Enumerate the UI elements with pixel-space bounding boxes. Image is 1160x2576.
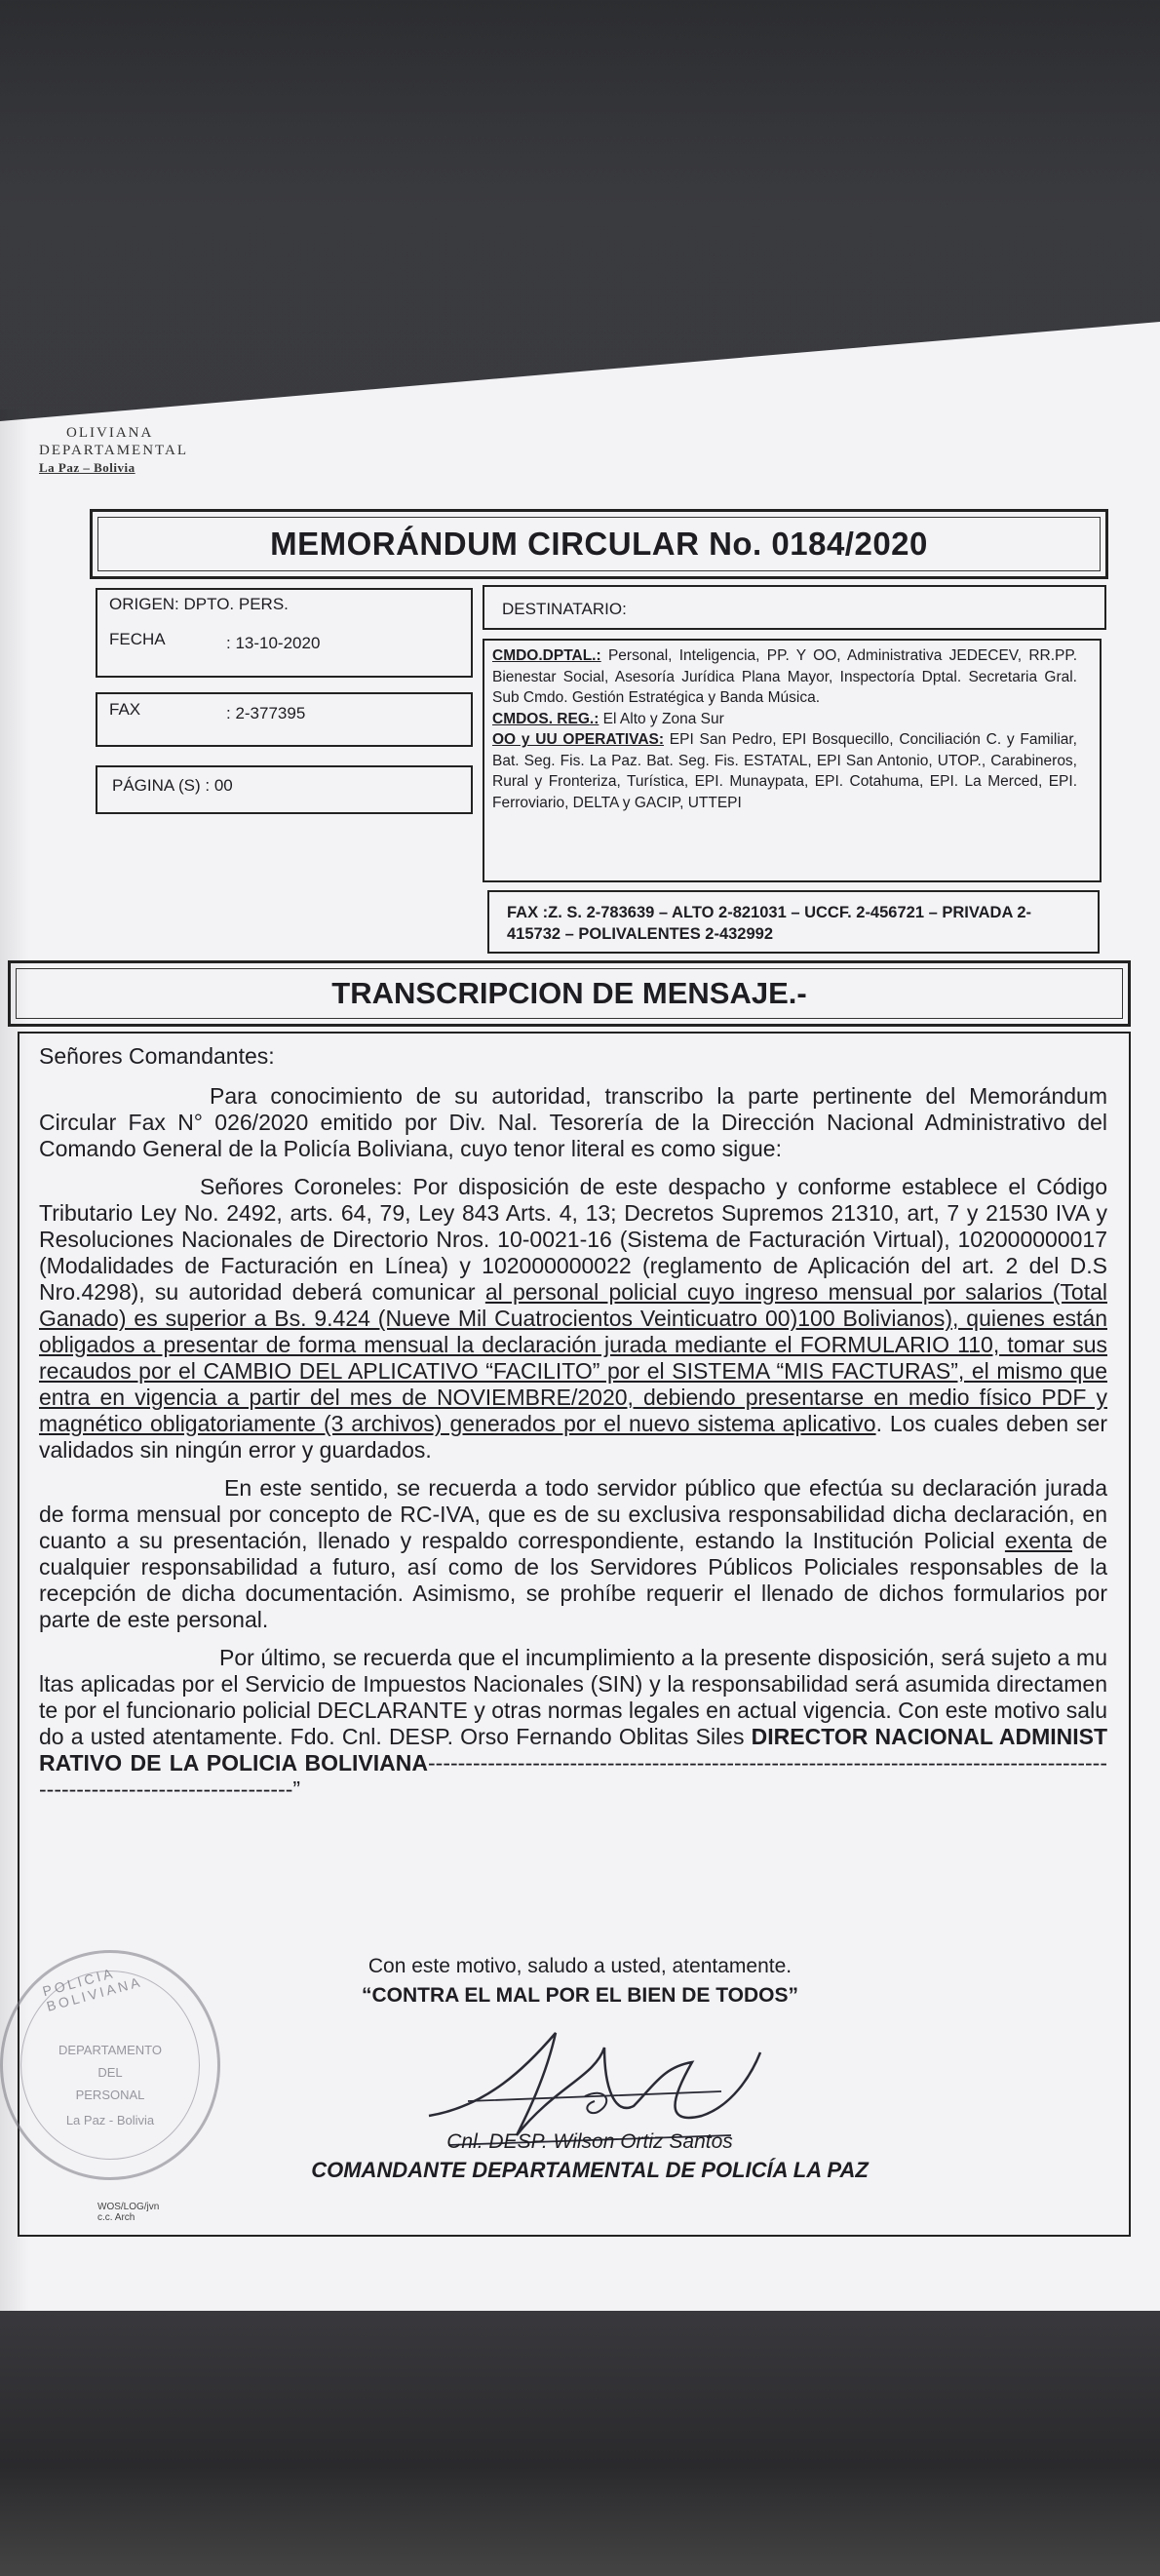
stamp-line-1: DEPARTAMENTO <box>58 2043 162 2057</box>
memo-title-box <box>90 509 1108 579</box>
stamp-line-4: La Paz - Bolivia <box>65 2113 155 2127</box>
paragraph-4-director: DIRECTOR NACIONAL ADMINISTRATIVO DE LA POLICIA BOLIVIANA <box>39 1724 1108 1776</box>
fax-value: : 2-377395 <box>226 704 306 722</box>
pagina-text: PÁGINA (S) : 00 <box>112 776 233 795</box>
closing-salutation: Con este motivo, saludo a usted, atentamente. <box>367 1955 793 1977</box>
signer-name: Cnl. DESP. Wilson Ortiz Santos <box>446 2130 733 2153</box>
official-stamp <box>0 1950 220 2180</box>
reference-initials <box>97 2202 159 2223</box>
paragraph-2 <box>39 1174 1107 1464</box>
paragraph-2-end: . Los cuales deben ser validados sin ningún error y guardados. <box>39 1411 1107 1463</box>
oo-uu-label: OO y UU OPERATIVAS: <box>492 731 665 748</box>
paragraph-4 <box>39 1645 1107 1803</box>
cmdo-dptal-entry <box>492 645 1077 709</box>
oo-uu-entry <box>492 729 1077 813</box>
stamp-line-3: PERSONAL <box>75 2088 145 2102</box>
paragraph-3 <box>39 1475 1107 1633</box>
fax-label: FAX <box>109 700 141 719</box>
fecha-label: FECHA <box>109 630 166 648</box>
paragraph-3-intro: En este sentido, se recuerda a todo servidor público que efectúa su declaración jurada de forma mensual por concepto de RC-IVA, que es de su exclusiva responsabilidad dicha declaración, en cuanto a su presentación, llenado y respaldo correspondiente, estando la Institución Policial <box>39 1475 1107 1553</box>
paragraph-3-end: de cualquier responsabilidad a futuro, así como de los Servidores Públicos Policiales responsables de la recepción de dicha documentación. Asimismo, se prohíbe requerir el llenado de dichos formularios por parte de este personal. <box>39 1528 1107 1632</box>
initials-line-2: c.c. Arch <box>97 2212 135 2223</box>
paragraph-2-underlined: al personal policial cuyo ingreso mensual por salarios (Total Ganado) es superior a Bs. 9.424 (Nueve Mil Cuatrocientos Veinticuatro 00)100 Bolivianos), quienes están obligados a presentar de forma mensual la declaración jurada mediante el FORMULARIO 110, tomar sus recaudos por el CAMBIO DEL APLICATIVO “FACILITO” por el SISTEMA “MIS FACTURAS”, el mismo que entra en vigencia a partir del mes de NOVIEMBRE/2020, debiendo presentarse en medio físico PDF y magnético obligatoriamente (3 archivos) generados por el nuevo sistema aplicativo <box>39 1279 1107 1436</box>
cmdos-reg-entry <box>492 709 1077 730</box>
fax-destinos: FAX :Z. S. 2-783639 – ALTO 2-821031 – UCCF. 2-456721 – PRIVADA 2-415732 – POLIVALENTES 2-432992 <box>507 904 1032 943</box>
cmdos-reg-text: El Alto y Zona Sur <box>599 710 724 727</box>
cmdos-reg-label: CMDOS. REG.: <box>492 710 599 727</box>
cmdo-dptal-label: CMDO.DPTAL.: <box>492 647 601 664</box>
header-line-3: La Paz – Bolivia <box>39 460 135 475</box>
header-line-2: DEPARTAMENTAL <box>39 443 188 458</box>
origen-text: ORIGEN: DPTO. PERS. <box>109 595 289 613</box>
fecha-value: : 13-10-2020 <box>226 634 321 652</box>
signer-title: COMANDANTE DEPARTAMENTAL DE POLICÍA LA PAZ <box>311 2158 869 2182</box>
oo-uu-text: EPI San Pedro, EPI Bosquecillo, Conciliación C. y Familiar, Bat. Seg. Fis. La Paz. Bat. Seg. Fis. ESTATAL, EPI San Antonio, UTOP., Carabineros, Rural y Fronteriza, Turística, EPI. Munaypata, EPI. Cotahuma, EPI. La Merced, EPI. Ferroviario, DELTA y GACIP, UTTEPI <box>492 731 1077 811</box>
paragraph-3-exenta: exenta <box>1004 1528 1072 1553</box>
destinatario-list <box>492 645 1077 813</box>
header-organization <box>39 424 188 477</box>
destinatario-label: DESTINATARIO: <box>502 600 627 618</box>
greeting: Señores Comandantes: <box>39 1043 275 1069</box>
initials-line-1: WOS/LOG/jvn <box>97 2202 160 2212</box>
stamp-line-2: DEL <box>97 2065 123 2080</box>
header-line-1: OLIVIANA <box>66 425 154 441</box>
transcripcion-title-box <box>8 960 1131 1027</box>
memo-title: MEMORÁNDUM CIRCULAR No. 0184/2020 <box>97 517 1101 571</box>
paragraph-4-dashes: -----------------------------------------------------------------------------------------------------------------------------” <box>39 1750 1107 1802</box>
background-lower <box>0 2301 1160 2576</box>
cmdo-dptal-text: Personal, Inteligencia, PP. Y OO, Administrativa JEDECEV, RR.PP. Bienestar Social, Asesoría Jurídica Plana Mayor, Inspectoría Dptal. Secretaria Gral. Sub Cmdo. Gestión Estratégica y Banda Música. <box>492 647 1077 706</box>
stamp-rim-text: POLICIA BOLIVIANA <box>40 1965 144 2014</box>
transcripcion-title: TRANSCRIPCION DE MENSAJE.- <box>16 968 1123 1019</box>
message-body <box>39 1043 1107 1803</box>
paragraph-1: Para conocimiento de su autoridad, transcribo la parte pertinente del Memorándum Circular Fax N° 026/2020 emitido por Div. Nal. Tesorería de la Dirección Nacional Administrativo del Comando General de la Policía Boliviana, cuyo tenor literal es como sigue: <box>39 1083 1107 1161</box>
paragraph-4-intro: Por último, se recuerda que el incumplimiento a la presente disposición, será sujeto a multas aplicadas por el Servicio de Impuestos Nacionales (SIN) y la responsabilidad será asumida directamente por el funcionario policial DECLARANTE y otras normas legales en actual vigencia. Con este motivo saludo a usted atentamente. Fdo. Cnl. DESP. Orso Fernando Oblitas Siles <box>39 1645 1107 1749</box>
paragraph-2-intro: Señores Coroneles: Por disposición de este despacho y conforme establece el Código Tributario Ley No. 2492, arts. 64, 79, Ley 843 Arts. 4, 13; Decretos Supremos 21310, art, 7 y 21530 IVA y Resoluciones Nacionales de Directorio Nros. 10-0021-16 (Sistema de Facturación Virtual), 102000000017 (Modalidades de Facturación en Línea) y 102000000022 (reglamento de Aplicación del art. 2 del D.S Nro.4298), su autoridad deberá comunicar <box>39 1174 1107 1305</box>
closing-motto: “CONTRA EL MAL POR EL BIEN DE TODOS” <box>361 1984 799 2007</box>
